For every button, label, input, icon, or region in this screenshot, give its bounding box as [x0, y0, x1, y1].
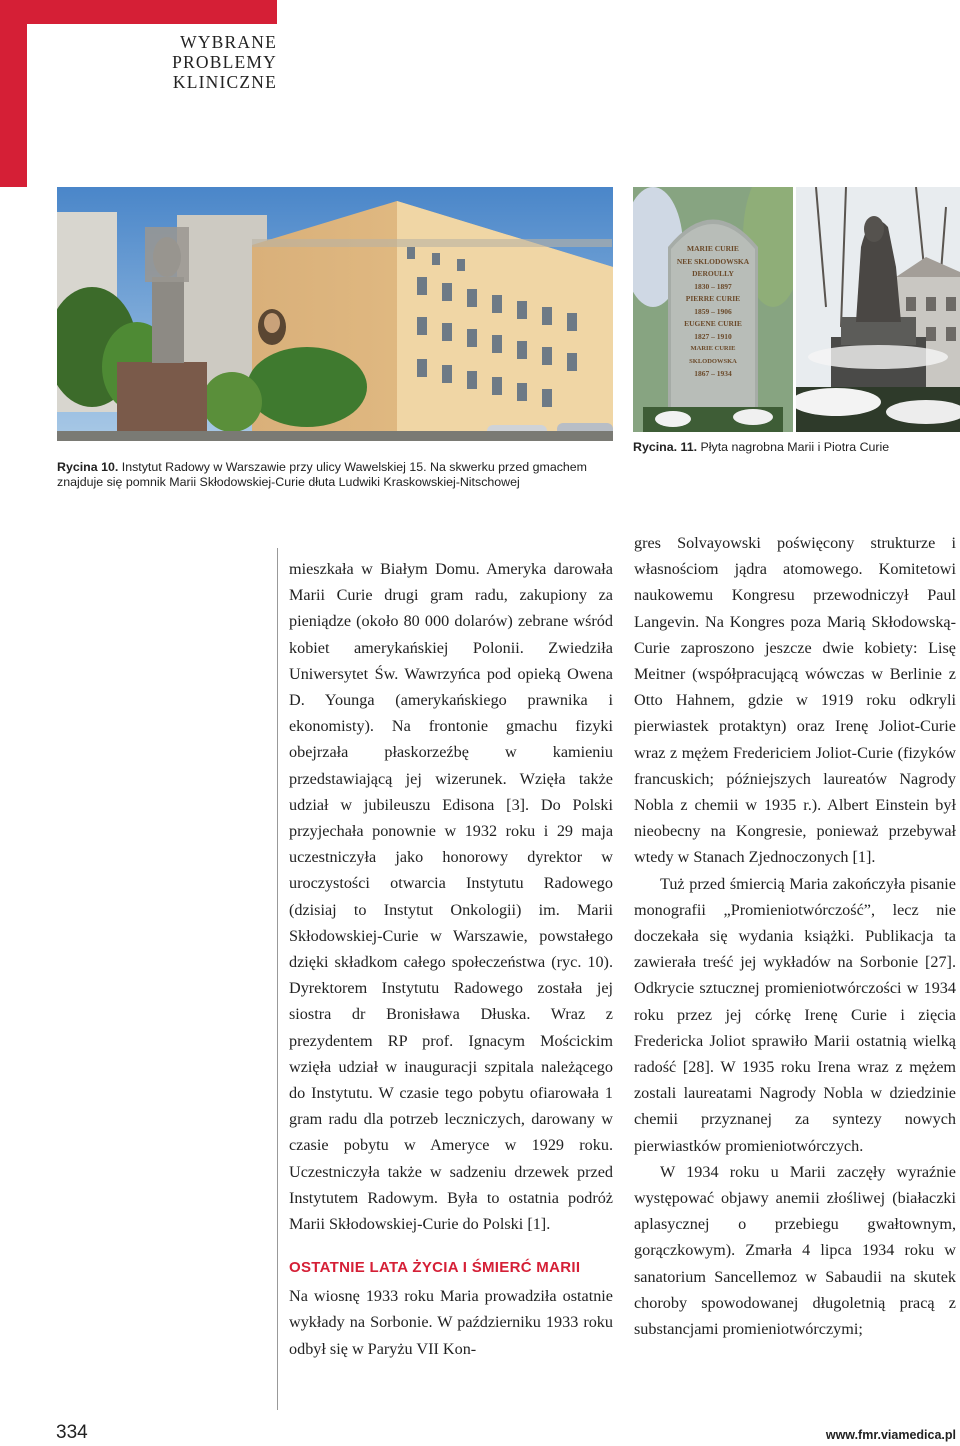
figure-10-photo [57, 187, 613, 441]
grave-line-8: 1827 – 1910 [694, 331, 732, 341]
grave-line-6: 1859 – 1906 [694, 306, 732, 316]
gravestone-inscription [671, 243, 755, 381]
section-label-line2: PROBLEMY [172, 52, 277, 72]
right-column [634, 530, 956, 1342]
section-heading: OSTATNIE LATA ŻYCIA I ŚMIERĆ MARII [289, 1259, 581, 1277]
grave-line-2: NEE SKLODOWSKA [676, 256, 750, 266]
section-label [150, 32, 277, 92]
left-paragraph-2: Na wiosnę 1933 roku Maria prowadziła ostatnie wykłady na Sorbonie. W październiku 1933 roku odbył się w Paryżu VII Kon- [289, 1287, 613, 1358]
grave-line-9: MARIE CURIE SKLODOWSKA [689, 345, 737, 365]
grave-line-3: DEROULLY [692, 269, 734, 278]
section-label-line3: KLINICZNE [172, 72, 277, 92]
grave-line-7: EUGENE CURIE [684, 319, 742, 328]
figure-10-text: Instytut Radowy w Warszawie przy ulicy Wawelskiej 15. Na skwerku przed gmachem znajduje się pomnik Marii Skłodowskiej-Curie dłuta Ludwiki Kraskowskiej-Nitschowej [57, 460, 588, 489]
figure-11-photo-grave [633, 187, 793, 432]
grave-line-10: 1867 – 1934 [694, 369, 732, 378]
figure-11-caption [633, 440, 953, 455]
figure-11-photo-statue [796, 187, 960, 432]
figure-10-caption [57, 460, 617, 490]
page-number: 334 [56, 1422, 88, 1443]
column-divider [277, 548, 278, 1410]
grave-line-4: 1830 – 1897 [694, 281, 732, 291]
grave-line-1: MARIE CURIE [687, 244, 739, 253]
right-paragraph-2: Tuż przed śmiercią Maria zakończyła pisanie monografii „Promieniotwórczość”, lecz nie doczekała się wydania książki. Publikacja ta zawierała treść jej wykładów na Sorbonie [27]. Odkrycie sztucznej promieniotwórczości w 1934 roku przez jej córkę Irenę Curie i zięcia Fredericka Joliot sprawiło Marii ostatnią wielką radość [28]. W 1935 roku Irena wraz z mężem zostali laureatami Nagrody Nobla w dziedzinie chemii przyznanej za syntezy nowych pierwiastków promieniotwórczych. [634, 874, 956, 1155]
grave-line-5: PIERRE CURIE [685, 294, 741, 303]
figure-11-label: Rycina. 11. [633, 440, 698, 454]
accent-top-bar [27, 0, 277, 24]
right-paragraph-3: W 1934 roku u Marii zaczęły wyraźnie występować objawy anemii złośliwej (białaczki aplasycznej o przebiegu gwałtownym, gorączkowym). Zmarła 4 lipca 1934 roku w sanatorium Sancellemoz w Sabaudii na skutek choroby spowodowanej długoletnią pracą z substancjami promieniotwórczymi; [634, 1162, 956, 1339]
website-link[interactable]: www.fmr.viamedica.pl [825, 1428, 956, 1442]
left-column [289, 556, 613, 1362]
section-label-line1: WYBRANE [180, 32, 277, 52]
accent-bar [0, 0, 27, 187]
figure-10-label: Rycina 10. [57, 460, 119, 474]
right-paragraph-1: gres Solvayowski poświęcony strukturze i własnościom jądra atomowego. Komitetowi naukowemu Kongresu przewodniczył Paul Langevin. Na Kongres poza Marią Skłodowską-Curie zaproszono jeszcze dwie kobiety: Lisę Meitner (współpracującą wówczas w Berlinie z Otto Hahnem, gdzie w 1919 roku odkryli pierwiastek protaktyn) oraz Irenę Joliot-Curie wraz z mężem Fredericiem Joliot-Curie (fizyków francuskich; późniejszych laureatów Nagrody Nobla z chemii w 1935 r.). Albert Einstein był nieobecny na Kongresie, ponieważ przebywał wtedy w Stanach Zjednoczonych [1]. [634, 534, 956, 867]
figure-11-text: Płyta nagrobna Marii i Piotra Curie [697, 440, 890, 454]
left-paragraph-1: mieszkała w Białym Domu. Ameryka darowała Marii Curie drugi gram radu, zakupiony za pieniądze (około 80 000 dolarów) zebrane wśród kobiet amerykańskiej Polonii. Zwiedziła Uniwersytet Św. Wawrzyńca pod opieką Owena D. Younga (amerykańskiego prawnika i ekonomisty). Na frontonie gmachu fizyki obejrzała płaskorzeźbę w kamieniu przedstawiającą jej wizerunek. Wzięła także udział w jubileuszu Edisona [3]. Do Polski przyjechała ponownie w 1932 roku i 29 maja uczestniczyła jako honorowy dyrektor w uroczystości otwarcia Instytutu Radowego (dzisiaj to Instytut Onkologii) im. Marii Skłodowskiej-Curie w Warszawie, powstałego dzięki składkom całego społeczeństwa (ryc. 10). Dyrektorem Instytutu Radowego została jej siostra dr Bronisława Dłuska. Wraz z prezydentem RP prof. Ignacym Mościckim wzięła udział w inauguracji szpitala należącego do Instytutu. W czasie tego pobytu ofiarowała 1 gram radu dla potrzeb leczniczych, darowany w czasie pobytu w Ameryce w 1929 roku. Uczestniczyła także w sadzeniu drzewek przed Instytutem Radowym. Była to ostatnia podróż Marii Skłodowskiej-Curie do Polski [1]. [289, 560, 613, 1234]
